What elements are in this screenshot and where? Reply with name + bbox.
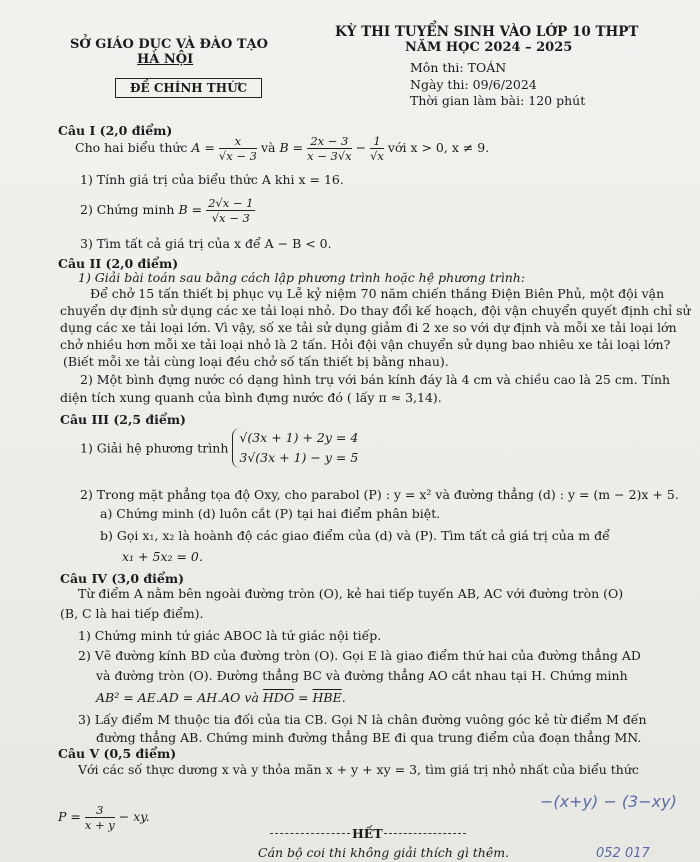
exam-duration: Thời gian làm bài: 120 phút (410, 93, 586, 108)
q3-part-2a: a) Chứng minh (d) luôn cắt (P) tại hai điểm phân biệt. (100, 506, 441, 521)
angle-hbe: $\overline{HBE}$ (312, 690, 342, 705)
expr-b-label: B = (279, 140, 304, 155)
expr-a-denominator: √x − 3 (218, 149, 257, 163)
q4-part-2-line-3 (96, 690, 346, 705)
q1-intro (75, 134, 489, 163)
expr-b-numerator-2: 1 (370, 134, 384, 149)
exam-date: Ngày thi: 09/6/2024 (410, 77, 537, 92)
expr-a-label: A = (191, 140, 215, 155)
q1-part-2-text: 2) Chứng minh (80, 202, 175, 217)
expr-a-numerator: x (219, 134, 257, 149)
q3-part-1 (80, 428, 358, 468)
end-divider-right (384, 833, 466, 834)
end-divider-left (270, 833, 350, 834)
city-name: HÀ NỘI (137, 52, 194, 67)
q1-title: Câu I (2,0 điểm) (58, 123, 173, 138)
q3-title: Câu III (2,5 điểm) (60, 412, 186, 427)
q5-expression (58, 803, 150, 832)
exam-subject: Môn thi: TOÁN (410, 60, 507, 75)
expr-b-minus: − (355, 140, 367, 155)
q4-title: Câu IV (3,0 điểm) (60, 571, 184, 586)
q4-part-3-line-2: đường thẳng AB. Chứng minh đường thẳng BE đi qua trung điểm của đoạn thẳng MN. (96, 730, 642, 745)
q1-intro-and: và (260, 140, 276, 155)
q2-problem-line-2: chuyển dự định sử dụng các xe tải loại nhỏ. Do thay đổi kế hoạch, đội vận chuyển quyết định chỉ sử (60, 303, 691, 318)
q4-intro-line-1: Từ điểm A nằm bên ngoài đường tròn (O), kẻ hai tiếp tuyến AB, AC với đường tròn (O) (78, 586, 624, 601)
end-mark: HẾT (352, 826, 383, 841)
angle-end: . (341, 690, 346, 705)
angle-hdo: $\overline{HDO}$ (262, 690, 295, 705)
q1-part-2-label: B = (178, 202, 203, 217)
q4-part-2-line-1: 2) Vẽ đường kính BD của đường tròn (O). Gọi E là giao điểm thứ hai của đường thẳng AD (78, 648, 641, 663)
equation-system (232, 428, 358, 468)
system-equation-2: 3√(3x + 1) − y = 5 (239, 450, 359, 465)
q2-part-2-line-2: diện tích xung quanh của bình đựng nước đó ( lấy π ≈ 3,14). (60, 390, 442, 405)
q3-part-2b: b) Gọi x₁, x₂ là hoành độ các giao điểm của (d) và (P). Tìm tất cả giá trị của m để (100, 528, 610, 543)
q1-intro-text: Cho hai biểu thức (75, 140, 188, 155)
expr-a-fraction (219, 134, 257, 163)
q4-intro-line-2: (B, C là hai tiếp điểm). (60, 606, 204, 621)
angle-equals: = (298, 690, 309, 705)
q2-problem-line-4: chở nhiều hơn mỗi xe tải loại nhỏ là 2 tấn. Hỏi đội vận chuyển sử dụng bao nhiêu xe tải loại lớn? (60, 337, 671, 352)
q3-part-2: 2) Trong mặt phẳng tọa độ Oxy, cho parabol (P) : y = x² và đường thẳng (d) : y = (m − 2)x + 5. (80, 487, 679, 502)
q2-problem-line-3: dụng các xe tải loại lớn. Vì vậy, số xe tải sử dụng giảm đi 2 xe so với dự định và mỗi xe tải loại lớn (60, 320, 677, 335)
expr-b-denominator-2: √x (370, 149, 384, 163)
q2-part-2-line-1: 2) Một bình đựng nước có dạng hình trụ với bán kính đáy là 4 cm và chiều cao là 25 cm. Tính (80, 372, 671, 387)
q1-condition: với x > 0, x ≠ 9. (387, 140, 490, 155)
expr-b-numerator-1: 2x − 3 (307, 134, 352, 149)
q4-part-2-line-2: và đường tròn (O). Đường thẳng BC và đường thẳng AO cắt nhau tại H. Chứng minh (96, 668, 628, 683)
expr-b-fraction-2 (370, 134, 384, 163)
official-exam-label: ĐỀ CHÍNH THỨC (115, 78, 262, 98)
q5-statement: Với các số thực dương x và y thỏa mãn x + y + xy = 3, tìm giá trị nhỏ nhất của biểu thức (78, 762, 639, 777)
q1-part-2-denominator: √x − 3 (211, 211, 250, 225)
system-equation-1: √(3x + 1) + 2y = 4 (239, 430, 359, 445)
q5-title: Câu V (0,5 điểm) (58, 746, 177, 761)
expr-p-label: P = (58, 809, 81, 824)
expr-p-rest: − xy. (118, 809, 150, 824)
q1-part-1: 1) Tính giá trị của biểu thức A khi x = 16. (80, 172, 344, 187)
q2-part-1-heading: 1) Giải bài toán sau bằng cách lập phương trình hoặc hệ phương trình: (78, 270, 526, 285)
q2-problem-line-1: Để chở 15 tấn thiết bị phục vụ Lễ kỷ niệm 70 năm chiến thắng Điện Biên Phủ, một đội vận (90, 286, 665, 301)
expr-p-numerator: 3 (85, 803, 115, 818)
q2-problem-note: (Biết mỗi xe tải cùng loại đều chở số tấn thiết bị bằng nhau). (63, 354, 449, 369)
department-name: SỞ GIÁO DỤC VÀ ĐÀO TẠO (70, 37, 268, 52)
q3-part-1-text: 1) Giải hệ phương trình (80, 440, 229, 456)
expr-p-fraction (85, 803, 115, 832)
q4-part-3-line-1: 3) Lấy điểm M thuộc tia đối của tia CB. Gọi N là chân đường vuông góc kẻ từ điểm M đến (78, 712, 647, 727)
expr-b-denominator-1: x − 3√x (307, 149, 352, 163)
q3-part-2b-equation: x₁ + 5x₂ = 0. (122, 549, 203, 564)
q1-part-3: 3) Tìm tất cả giá trị của x để A − B < 0. (80, 236, 332, 251)
q1-part-2 (80, 196, 255, 225)
q1-part-2-numerator: 2√x − 1 (208, 196, 254, 210)
corner-handwriting: 052 017 (596, 846, 650, 861)
q1-part-2-fraction (206, 196, 255, 225)
q4-part-1: 1) Chứng minh tứ giác ABOC là tứ giác nội tiếp. (78, 628, 382, 643)
school-year: NĂM HỌC 2024 – 2025 (405, 40, 573, 55)
exam-title: KỲ THI TUYỂN SINH VÀO LỚP 10 THPT (335, 24, 639, 40)
proctor-note: Cán bộ coi thi không giải thích gì thêm. (258, 845, 510, 860)
q2-title: Câu II (2,0 điểm) (58, 256, 179, 271)
q4-equalities: AB² = AE.AD = AH.AO và (96, 690, 259, 705)
expr-b-fraction-1 (307, 134, 352, 163)
handwritten-note: −(x+y) − (3−xy) (540, 792, 677, 811)
expr-p-denominator: x + y (84, 818, 115, 832)
